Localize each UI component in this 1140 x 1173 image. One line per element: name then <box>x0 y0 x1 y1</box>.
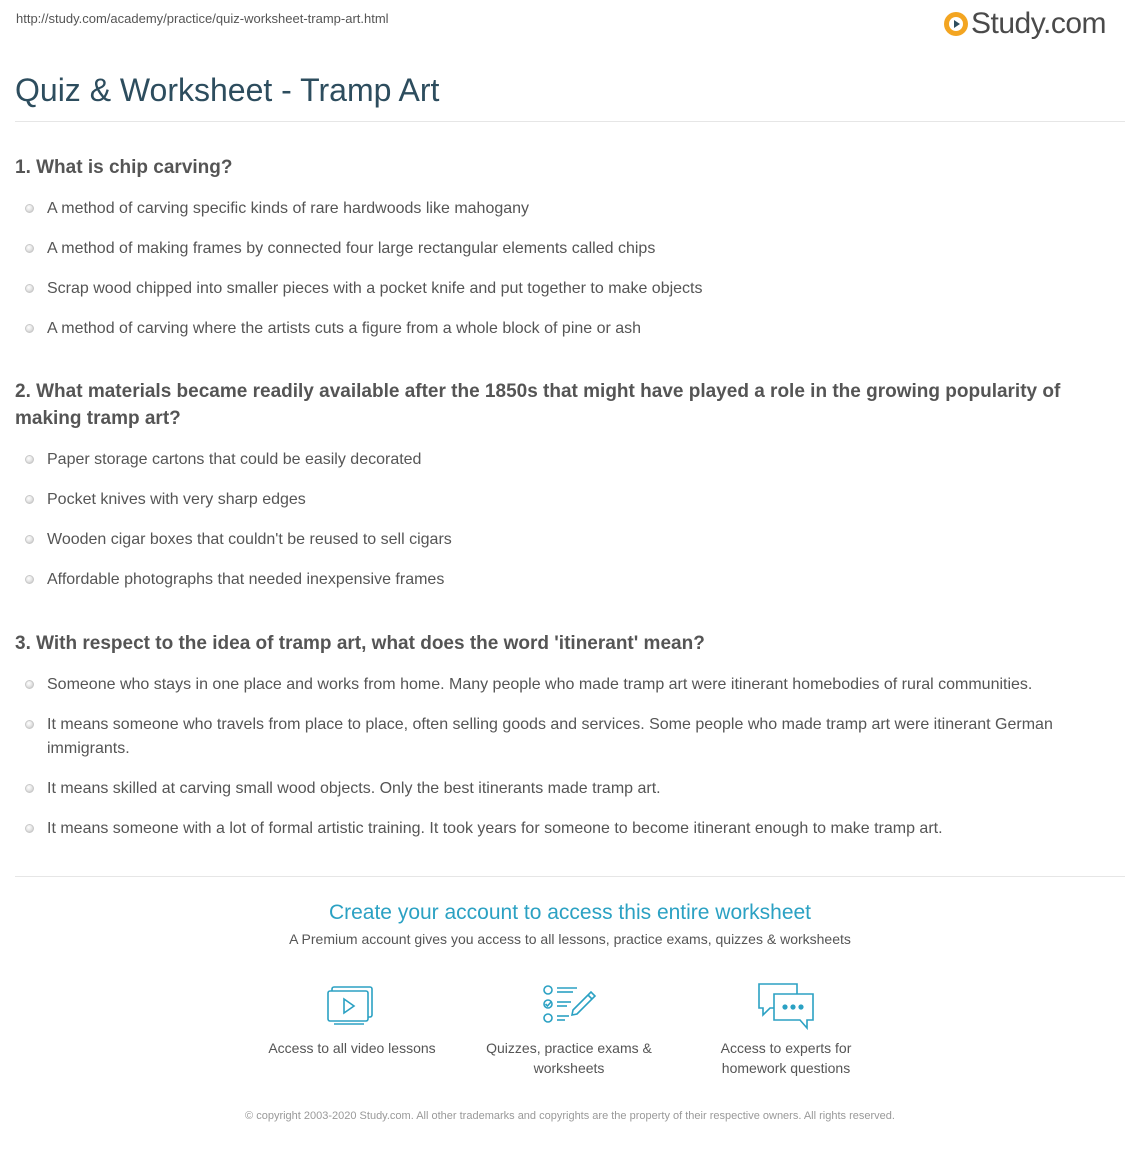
radio-button[interactable] <box>25 575 34 584</box>
answer-text: Scrap wood chipped into smaller pieces with a pocket knife and put together to make objects <box>47 280 703 297</box>
answer-text: Paper storage cartons that could be easily decorated <box>47 451 422 468</box>
radio-button[interactable] <box>25 324 34 333</box>
answer-option[interactable] <box>15 237 1125 261</box>
answer-option[interactable] <box>15 568 1125 592</box>
logo-text: Study.com <box>971 7 1106 40</box>
answer-text: Affordable photographs that needed inexpensive frames <box>47 571 445 588</box>
radio-button[interactable] <box>25 720 34 729</box>
answer-text: It means someone with a lot of formal artistic training. It took years for someone to become itinerant enough to make tramp art. <box>47 820 943 837</box>
answer-option[interactable] <box>15 448 1125 472</box>
question-2 <box>15 378 1125 592</box>
question-text: 2. What materials became readily available after the 1850s that might have played a role in the growing popularity of making tramp art? <box>15 381 1061 429</box>
content-divider <box>15 876 1125 877</box>
radio-button[interactable] <box>25 824 34 833</box>
feature-label: Access to all video lessons <box>268 1040 436 1056</box>
answer-text: It means skilled at carving small wood objects. Only the best itinerants made tramp art. <box>47 780 661 797</box>
cta-heading[interactable]: Create your account to access this entire worksheet <box>328 901 812 924</box>
play-circle-icon <box>943 11 969 37</box>
answer-text: Wooden cigar boxes that couldn't be reused to sell cigars <box>47 531 452 548</box>
page-url: http://study.com/academy/practice/quiz-worksheet-tramp-art.html <box>16 11 389 26</box>
feature-label: Quizzes, practice exams & worksheets <box>486 1040 652 1076</box>
radio-button[interactable] <box>25 244 34 253</box>
copyright-footer: © copyright 2003-2020 Study.com. All other trademarks and copyrights are the property of their respective owners. All rights reserved. <box>245 1110 895 1122</box>
feature-quizzes <box>459 980 679 1078</box>
answer-text: A method of carving specific kinds of rare hardwoods like mahogany <box>47 200 530 217</box>
answer-list <box>15 448 1125 592</box>
chat-bubbles-icon <box>754 980 818 1032</box>
feature-video-lessons <box>242 980 462 1058</box>
answer-list <box>15 673 1125 841</box>
answer-text: A method of making frames by connected four large rectangular elements called chips <box>47 240 656 257</box>
answer-text: A method of carving where the artists cuts a figure from a whole block of pine or ash <box>47 320 642 337</box>
answer-option[interactable] <box>15 277 1125 301</box>
radio-button[interactable] <box>25 784 34 793</box>
radio-button[interactable] <box>25 495 34 504</box>
feature-experts <box>676 980 896 1078</box>
cta-subheading: A Premium account gives you access to all lessons, practice exams, quizzes & worksheets <box>289 931 851 947</box>
header-divider <box>15 121 1125 122</box>
answer-option[interactable] <box>15 777 1125 801</box>
question-3 <box>15 630 1125 841</box>
answer-option[interactable] <box>15 197 1125 221</box>
question-text: 3. With respect to the idea of tramp art, what does the word 'itinerant' mean? <box>15 633 705 654</box>
radio-button[interactable] <box>25 284 34 293</box>
page-title: Quiz & Worksheet - Tramp Art <box>15 72 440 108</box>
answer-option[interactable] <box>15 488 1125 512</box>
radio-button[interactable] <box>25 680 34 689</box>
question-text: 1. What is chip carving? <box>15 157 233 178</box>
answer-option[interactable] <box>15 673 1125 697</box>
radio-button[interactable] <box>25 535 34 544</box>
question-1 <box>15 154 1125 341</box>
answer-option[interactable] <box>15 713 1125 761</box>
video-lessons-icon <box>322 980 382 1032</box>
answer-option[interactable] <box>15 817 1125 841</box>
quiz-checklist-icon <box>539 980 599 1032</box>
answer-list <box>15 197 1125 341</box>
signup-cta <box>0 900 1140 948</box>
study-logo[interactable] <box>943 6 1106 42</box>
radio-button[interactable] <box>25 204 34 213</box>
answer-option[interactable] <box>15 317 1125 341</box>
answer-text: It means someone who travels from place to place, often selling goods and services. Some people who made tramp art were itinerant German immigrants. <box>47 716 1053 757</box>
answer-text: Pocket knives with very sharp edges <box>47 491 306 508</box>
feature-label: Access to experts for homework questions <box>720 1040 852 1076</box>
answer-option[interactable] <box>15 528 1125 552</box>
radio-button[interactable] <box>25 455 34 464</box>
answer-text: Someone who stays in one place and works from home. Many people who made tramp art were itinerant homebodies of rural communities. <box>47 676 1033 693</box>
